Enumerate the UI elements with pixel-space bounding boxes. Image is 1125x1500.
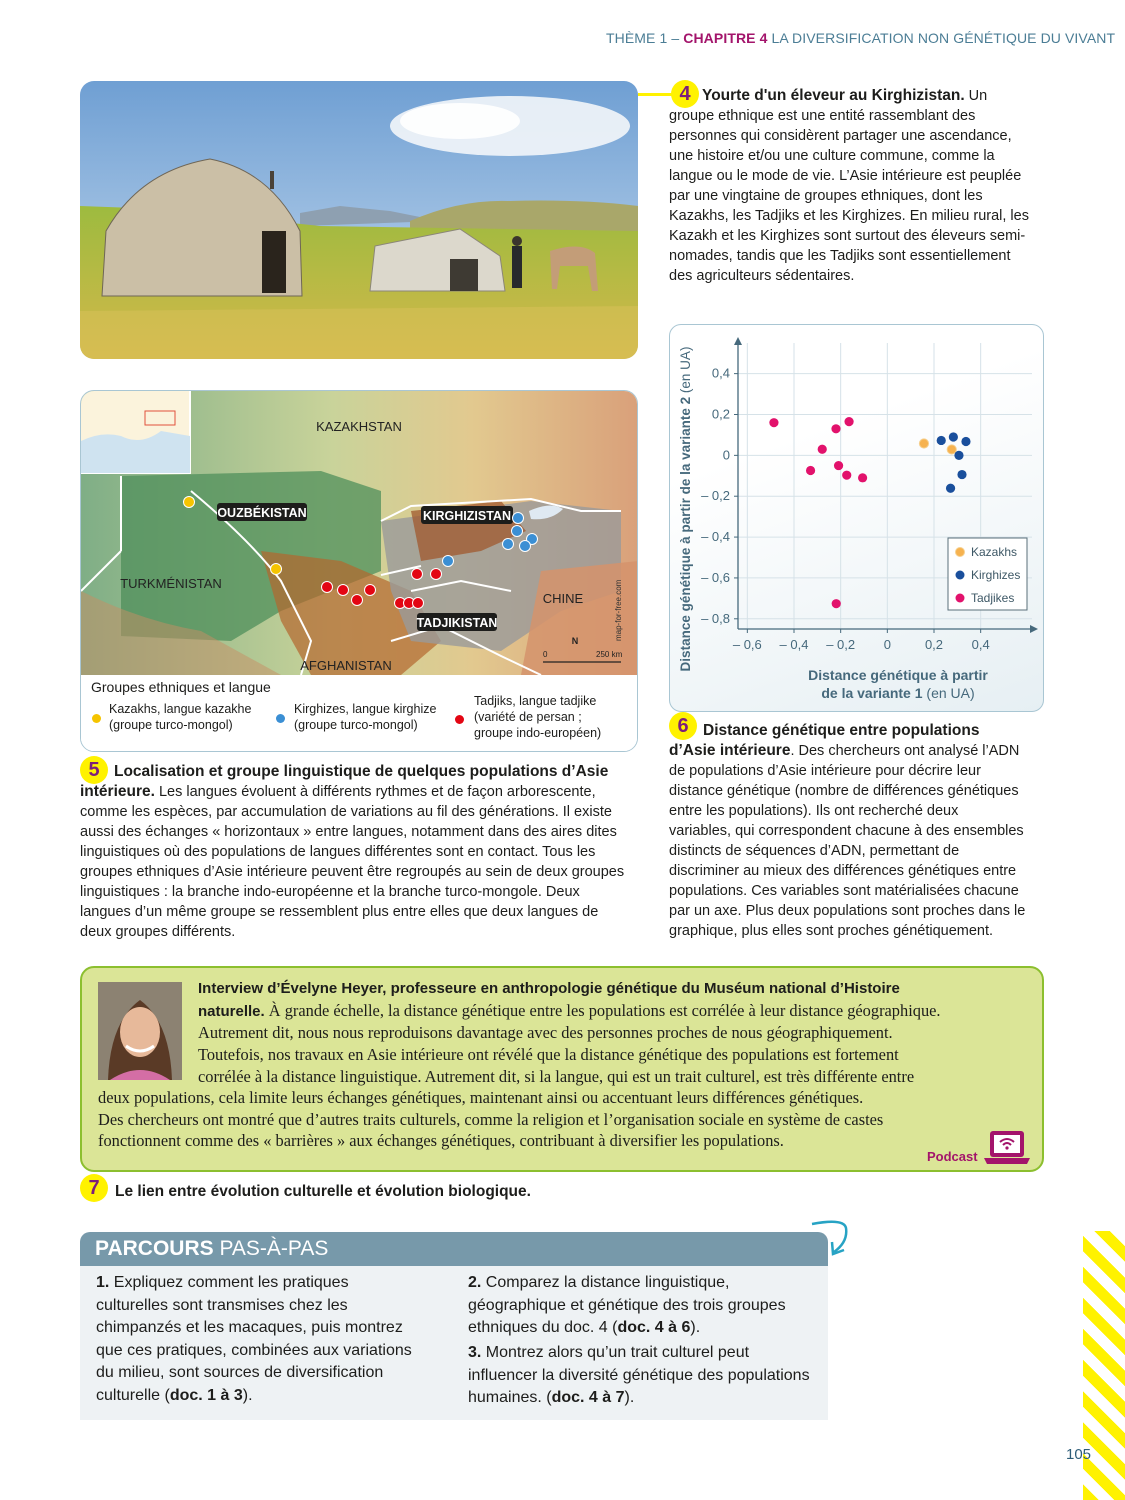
y-axis-arrow <box>734 337 742 345</box>
legend-line: Kirghizes, langue kirghize <box>294 702 437 716</box>
point-tadjikes <box>818 445 827 454</box>
north-arrow: N <box>571 636 579 646</box>
caption-line: aussi des échanges « horizontaux » entre langues, notamment dans des aires dites <box>80 824 617 840</box>
map-label-kazakhstan: KAZAKHSTAN <box>316 419 402 434</box>
running-head <box>606 30 1115 46</box>
caption-line: langue ou le mode de vie. L’Asie intérieure est peuplée <box>669 168 1022 184</box>
doc5-title: Localisation et groupe linguistique de quelques populations d’Asie <box>114 763 609 780</box>
legend-item-tadjiks <box>474 693 601 741</box>
doc4-title: Yourte d'un éleveur au Kirghizistan. <box>702 87 965 104</box>
question-line: du milieu, sont sources de diversification <box>96 1364 384 1382</box>
interview-line: deux populations, cela limite leurs échanges génétiques, maintenant ainsi ou accentuant leurs différences génétiques. <box>98 1088 864 1107</box>
doc7-title: Le lien entre évolution culturelle et évolution biologique. <box>115 1183 531 1200</box>
question-line: culturelle ( <box>96 1386 170 1404</box>
doc7-number: 7 <box>80 1174 108 1202</box>
map-label-turkmenistan: TURKMÉNISTAN <box>120 576 222 591</box>
doc-reference: doc. 4 à 6 <box>617 1319 691 1337</box>
doc6-caption <box>669 721 1054 941</box>
doc-reference: doc. 1 à 3 <box>169 1386 243 1404</box>
point-kirghizes <box>957 470 966 479</box>
map-label-kirghizistan: KIRGHIZISTAN <box>423 509 511 523</box>
y-tick-label: 0,4 <box>711 365 730 381</box>
x-axis-label-line1: Distance génétique à partir <box>808 667 988 683</box>
parcours-title-rest: PAS-À-PAS <box>219 1237 329 1260</box>
scatter-plot <box>670 325 1044 712</box>
doc5-number: 5 <box>80 756 108 784</box>
caption-line: distance génétique (nombre de différences génétiques <box>669 783 1019 799</box>
curved-arrow-icon <box>808 1218 852 1258</box>
genetic-distance-chart <box>669 324 1044 712</box>
caption-line: Les langues évoluent à différents rythmes et de façon arborescente, <box>158 784 596 800</box>
caption-line: langues d’un même groupe se ressemblent plus entre elles que deux langues de <box>80 904 599 920</box>
map-label-afghanistan: AFGHANISTAN <box>300 658 392 673</box>
theme-label: THÈME 1 – <box>606 30 680 46</box>
y-tick-label: 0 <box>722 447 730 463</box>
point-tadjikes <box>831 424 840 433</box>
interview-title: Interview d’Évelyne Heyer, professeure en anthropologie génétique du Muséum national d’Histoire <box>198 980 900 997</box>
map-credit: map-for-free.com <box>614 579 623 641</box>
question-line: Montrez alors qu’un trait culturel peut <box>481 1344 750 1361</box>
legend-marker-kirghizes <box>956 571 965 580</box>
caption-line: par une vingtaine de groupes ethniques, dont les <box>669 188 983 204</box>
legend-line: Kazakhs, langue kazakhe <box>109 702 252 716</box>
scale-zero: 0 <box>543 650 548 659</box>
question-line: Expliquez comment les pratiques <box>109 1274 349 1291</box>
map-legend <box>81 675 637 752</box>
question-end: ). <box>624 1389 635 1407</box>
question-3 <box>468 1342 828 1410</box>
caption-line: . Des chercheurs ont analysé l’ADN <box>790 743 1020 759</box>
podcast-label[interactable]: Podcast <box>927 1149 978 1164</box>
x-tick-label: 0 <box>883 637 891 652</box>
caption-line: entre les populations). Ils ont recherché deux <box>669 803 959 819</box>
caption-line: comme les espèces, par accumulation de variations au fil des générations. Il existe <box>80 804 612 820</box>
caption-line: populations. Ces variables sont matérialisées chacune <box>669 883 1019 899</box>
doc4-number: 4 <box>671 80 699 108</box>
caption-line: Kazakhs, les Tadjiks et les Kirghizes. En milieu rural, les <box>669 208 1029 224</box>
scale-label: 250 km <box>596 650 623 659</box>
caption-line: linguistiques où des populations de langues différentes sont en contact. Tous les <box>80 844 596 860</box>
question-2 <box>468 1272 828 1340</box>
doc6-number: 6 <box>669 712 697 740</box>
question-line: que ces pratiques, combinées aux variations <box>96 1341 412 1359</box>
question-number: 3. <box>468 1344 482 1361</box>
interview-text <box>198 978 1038 1088</box>
doc4-connector <box>638 93 672 96</box>
legend-line: (variété de persan ; <box>474 710 582 724</box>
legend-dot-kazakhs <box>92 714 101 723</box>
question-1 <box>96 1272 446 1408</box>
x-tick-label: 0,2 <box>924 637 944 652</box>
legend-line: groupe indo-européen) <box>474 726 602 740</box>
legend-marker-tadjikes <box>956 594 965 603</box>
x-tick-label: 0,4 <box>971 637 990 652</box>
caption-line: des agriculteurs sédentaires. <box>669 268 855 284</box>
question-number: 1. <box>96 1274 110 1291</box>
caption-line: personnes qui considèrent partager une ascendance, <box>669 128 1012 144</box>
question-line: ethniques du doc. 4 ( <box>468 1319 618 1337</box>
caption-line: linguistiques : la branche indo-européenne et la branche turco-mongole. Deux <box>80 884 580 900</box>
map-label-tadjikistan: TADJIKISTAN <box>416 616 498 630</box>
map-panel <box>80 390 638 752</box>
point-kirghizes <box>937 436 946 445</box>
parcours-header <box>80 1232 828 1266</box>
point-tadjikes <box>844 417 853 426</box>
parcours-title-bold: PARCOURS <box>95 1237 214 1260</box>
point-kirghizes <box>946 484 955 493</box>
caption-line: Un <box>968 88 988 104</box>
legend-dot-kirghizes <box>276 714 285 723</box>
question-line: culturelles sont transmises chez les <box>96 1296 348 1314</box>
map-label-chine: CHINE <box>542 591 584 606</box>
interview-line: À grande échelle, la distance génétique entre les populations est corrélée à leur distance géographique. <box>264 1000 941 1020</box>
relief-map <box>81 391 638 675</box>
legend-dot-tadjiks <box>455 715 464 724</box>
point-tadjikes <box>858 473 867 482</box>
chart-legend <box>948 538 1027 610</box>
caption-line: Kazakh et les Kirghizes sont surtout des éleveurs semi- <box>669 228 1026 244</box>
question-line: chimpanzés et les macaques, puis montrez <box>96 1319 403 1337</box>
interview-text-continued <box>98 1087 1038 1152</box>
question-end: ). <box>690 1319 701 1337</box>
y-tick-label: – 0,2 <box>701 488 730 504</box>
legend-line: (groupe turco-mongol) <box>294 718 418 732</box>
caption-line: deux groupes différents. <box>80 924 236 940</box>
legend-label-tadjikes: Tadjikes <box>971 591 1015 605</box>
question-line: influencer la diversité génétique des populations <box>468 1366 810 1384</box>
point-kazakhs <box>919 439 928 448</box>
caption-line: graphique, plus elles sont proches génétiquement. <box>669 923 994 939</box>
point-tadjikes <box>806 466 815 475</box>
interview-box <box>80 966 1044 1172</box>
doc6-title-end: d’Asie intérieure <box>669 742 791 759</box>
map-label-ouzbekistan: OUZBÉKISTAN <box>217 506 307 520</box>
chapter-title: LA DIVERSIFICATION NON GÉNÉTIQUE DU VIVANT <box>771 30 1116 46</box>
interview-line: fonctionnent comme des « barrières » aux échanges génétiques, contribuant à diversifier les populations. <box>98 1131 784 1151</box>
podcast-icon[interactable] <box>984 1130 1030 1166</box>
legend-item-kirghizes <box>294 701 436 733</box>
caption-line: variables, qui correspondent chacune à des ensembles <box>669 823 1024 839</box>
x-axis-label-line2: de la variante 1 (en UA) <box>821 685 975 701</box>
legend-label-kazakhs: Kazakhs <box>971 545 1018 559</box>
doc5-title-end: intérieure. <box>80 783 155 800</box>
interview-line: Des chercheurs ont montré que d’autres traits culturels, comme la religion et l’organisation sociale en système de castes <box>98 1109 884 1129</box>
y-tick-label: – 0,4 <box>701 529 730 545</box>
legend-line: (groupe turco-mongol) <box>109 718 233 732</box>
point-tadjikes <box>834 461 843 470</box>
y-tick-label: 0,2 <box>711 406 730 422</box>
question-line: humaines. ( <box>468 1389 552 1407</box>
point-tadjikes <box>842 471 851 480</box>
interview-line: Toutefois, nos travaux en Asie intérieure ont révélé que la distance génétique des populations est fortement <box>198 1045 899 1065</box>
page-number: 105 <box>1066 1446 1092 1463</box>
legend-title: Groupes ethniques et langue <box>91 679 271 695</box>
portrait-photo <box>98 982 182 1080</box>
point-kirghizes <box>949 432 958 441</box>
y-tick-label: – 0,6 <box>701 569 730 585</box>
legend-line: Tadjiks, langue tadjike <box>474 694 597 708</box>
question-line: Comparez la distance linguistique, <box>481 1274 730 1291</box>
x-axis-arrow <box>1030 625 1038 633</box>
question-number: 2. <box>468 1274 482 1291</box>
doc5-caption <box>80 762 645 942</box>
interview-title-end: naturelle. <box>198 1002 265 1020</box>
caption-line: groupes ethniques d’Asie intérieure peuvent être regroupés au sein de deux groupes <box>80 864 625 880</box>
caption-line: groupe ethnique est une entité rassemblant des <box>669 108 976 124</box>
point-tadjikes <box>769 418 778 427</box>
caption-line: de populations d’Asie intérieure pour décrire leur <box>669 763 981 779</box>
y-tick-label: – 0,8 <box>701 610 730 626</box>
point-tadjikes <box>832 599 841 608</box>
x-tick-label: – 0,2 <box>826 637 856 652</box>
x-tick-label: – 0,6 <box>732 637 762 652</box>
doc6-title: Distance génétique entre populations <box>703 722 980 739</box>
y-axis-label: Distance génétique à partir de la variante 2 (en UA) <box>678 346 693 672</box>
legend-item-kazakhs <box>109 701 251 733</box>
point-kirghizes <box>954 451 963 460</box>
caption-line: discriminer au mieux des différences génétiques entre <box>669 863 1017 879</box>
legend-marker-kazakhs <box>956 548 965 557</box>
caption-line: une histoire et/ou une culture commune, comme la <box>669 148 995 164</box>
question-end: ). <box>242 1386 253 1404</box>
point-kazakhs <box>947 445 956 454</box>
doc4-caption <box>669 86 1049 286</box>
question-line: géographique et génétique des trois groupes <box>468 1296 786 1314</box>
caption-line: distincts de séquences d’ADN, permettant de <box>669 843 960 859</box>
legend-label-kirghizes: Kirghizes <box>971 568 1021 582</box>
caption-line: par un axe. Plus deux populations sont proches dans le <box>669 903 1026 919</box>
chapter-label: CHAPITRE 4 <box>683 30 768 46</box>
yurt-photo <box>80 81 638 359</box>
x-tick-label: – 0,4 <box>779 637 809 652</box>
doc-reference: doc. 4 à 7 <box>551 1389 625 1407</box>
interview-line: corrélée à la distance linguistique. Autrement dit, si la langue, qui est un trait culturel, est très différente entre <box>198 1066 915 1086</box>
parcours-body <box>80 1266 828 1420</box>
interview-line: Autrement dit, nous nous reproduisons davantage avec des personnes proches de nous géographiquement. <box>198 1023 893 1043</box>
point-kirghizes <box>961 437 970 446</box>
caption-line: nomades, tandis que les Tadjiks sont essentiellement <box>669 248 1011 264</box>
